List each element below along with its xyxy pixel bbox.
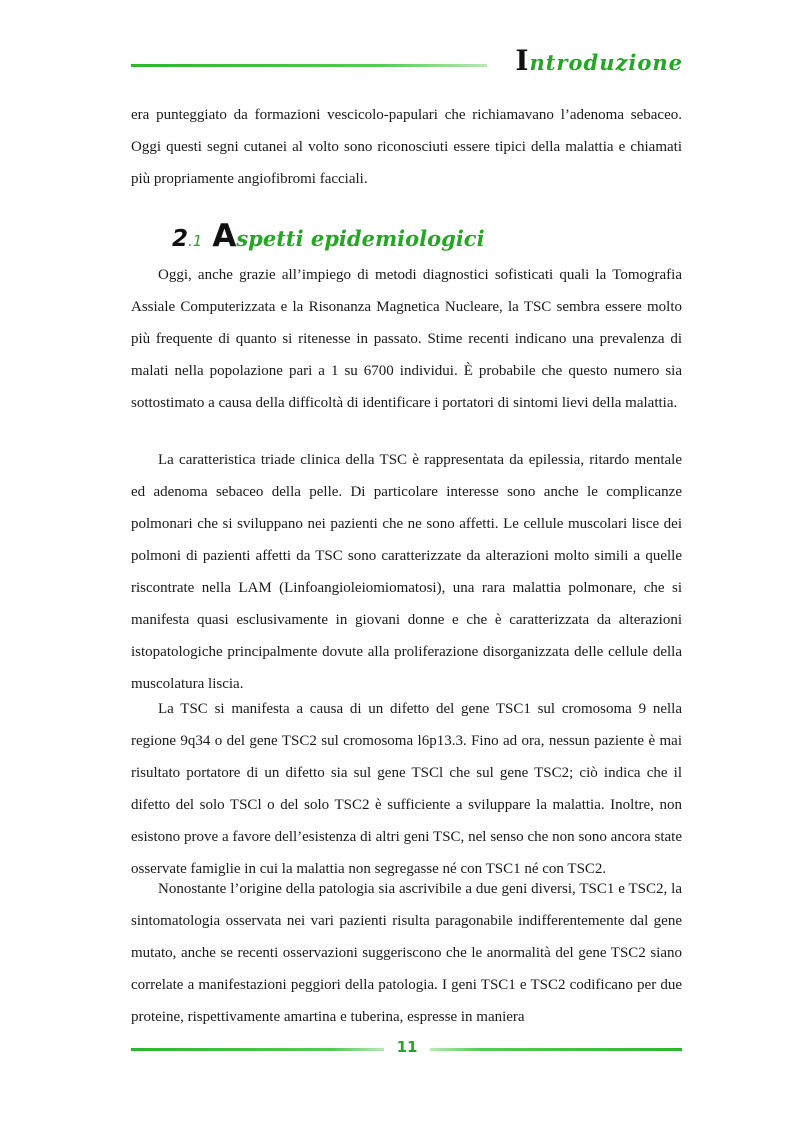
section-title-initial: A [212, 218, 237, 254]
paragraph-epidemiology: Oggi, anche grazie all’impiego di metodi diagnostici sofisticati quali la Tomografia Assiale Computerizzata e la Risonanza Magnetica Nucleare, la TSC sembra essere molto più frequente di quanto si ritenesse in passato. Stime recenti indicano una prevalenza di malati nella popolazione pari a 1 su 6700 individui. È probabile che questo numero sia sottostimato a causa della difficoltà di identificare i portatori di sintomi lievi della malattia. [131, 267, 682, 411]
paragraph-genetics: La TSC si manifesta a causa di un difetto del gene TSC1 sul cromosoma 9 nella regione 9q34 o del gene TSC2 sul cromosoma l6p13.3. Fino ad ora, nessun paziente è mai risultato portatore di un difetto sia sul gene TSCl che sul gene TSC2; ciò indica che il difetto del solo TSCl o del solo TSC2 è sufficiente a sviluppare la malattia. Inoltre, non esistono prove a favore dell’esistenza di altri geni TSC, nel senso che non sono ancora state osservate famiglie in cui la malattia non segregasse né con TSC1 né con TSC2. [131, 701, 682, 877]
section-subnumber: .1 [188, 232, 203, 250]
header-rule [131, 64, 487, 67]
intro-paragraph: era punteggiato da formazioni vescicolo-papulari che richiamavano l’adenoma sebaceo. Oggi questi segni cutanei al volto sono riconosciuti essere tipici della malattia e chiamati più propriamente angiofibromi facciali. [131, 107, 682, 187]
running-header [488, 44, 683, 77]
running-header-initial: I [515, 44, 530, 77]
running-header-text: ntroduzione [529, 50, 683, 75]
footer-rule-left [131, 1048, 384, 1051]
section-heading [172, 218, 485, 254]
section-number: 2 [172, 226, 189, 252]
paragraph-proteins: Nonostante l’origine della patologia sia ascrivibile a due geni diversi, TSC1 e TSC2, la sintomatologia osservata nei vari pazienti risulta paragonabile indifferentemente dal gene mutato, anche se recenti osservazioni suggeriscono che le anormalità del gene TSC2 siano correlate a manifestazioni peggiori della patologia. I geni TSC1 e TSC2 codificano per due proteine, rispettivamente amartina e tuberina, espresse in maniera [131, 881, 682, 1025]
page-number: 11 [396, 1038, 418, 1056]
footer-rule-right [430, 1048, 682, 1051]
paragraph-clinical-triad: La caratteristica triade clinica della TSC è rappresentata da epilessia, ritardo mentale ed adenoma sebaceo della pelle. Di particolare interesse sono anche le complicanze polmonari che si sviluppano nei pazienti che ne sono affetti. Le cellule muscolari lisce dei polmoni di pazienti affetti da TSC sono caratterizzate da alterazioni molto simili a quelle riscontrate nella LAM (Linfoangioleiomiomatosi), una rara malattia polmonare, che si manifesta quasi esclusivamente in giovani donne e che è caratterizzata da alterazioni istopatologiche principalmente dovute alla proliferazione disorganizzata delle cellule della muscolatura liscia. [131, 452, 682, 692]
section-title-text: spetti epidemiologici [236, 226, 485, 251]
